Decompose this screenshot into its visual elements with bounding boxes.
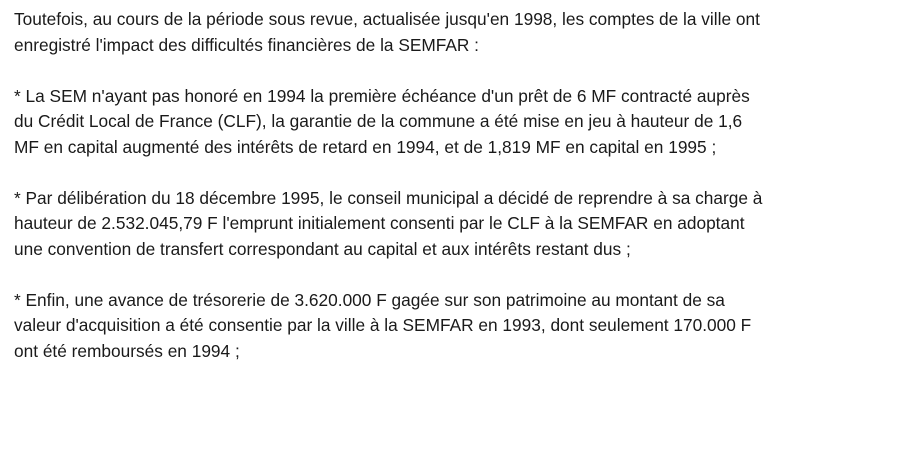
- text-line: * La SEM n'ayant pas honoré en 1994 la première échéance d'un prêt de 6 MF contracté auprès: [14, 85, 750, 106]
- intro-paragraph: [14, 7, 894, 58]
- text-line: Toutefois, au cours de la période sous revue, actualisée jusqu'en 1998, les comptes de la ville ont: [14, 9, 760, 29]
- text-line: hauteur de 2.532.045,79 F l'emprunt initialement consenti par le CLF à la SEMFAR en adoptant: [14, 213, 745, 233]
- text-line: enregistré l'impact des difficultés financières de la SEMFAR :: [14, 34, 479, 55]
- text-line: * Par délibération du 18 décembre 1995, le conseil municipal a décidé de reprendre à sa charge à: [14, 187, 763, 208]
- text-line: ont été remboursés en 1994 ;: [14, 340, 240, 361]
- text-line: MF en capital augmenté des intérêts de retard en 1994, et de 1,819 MF en capital en 1995 ;: [14, 136, 717, 157]
- document-body: [14, 7, 894, 390]
- bullet-paragraph-guarantee: [14, 84, 894, 161]
- text-line: * Enfin, une avance de trésorerie de 3.620.000 F gagée sur son patrimoine au montant de sa: [14, 289, 725, 310]
- text-line: une convention de transfert correspondant au capital et aux intérêts restant dus ;: [14, 238, 631, 259]
- text-line: valeur d'acquisition a été consentie par la ville à la SEMFAR en 1993, dont seulement 170.000 F: [14, 315, 752, 335]
- bullet-paragraph-treasury-advance: [14, 288, 894, 365]
- text-line: du Crédit Local de France (CLF), la garantie de la commune a été mise en jeu à hauteur de 1,6: [14, 111, 743, 131]
- bullet-paragraph-deliberation: [14, 186, 894, 263]
